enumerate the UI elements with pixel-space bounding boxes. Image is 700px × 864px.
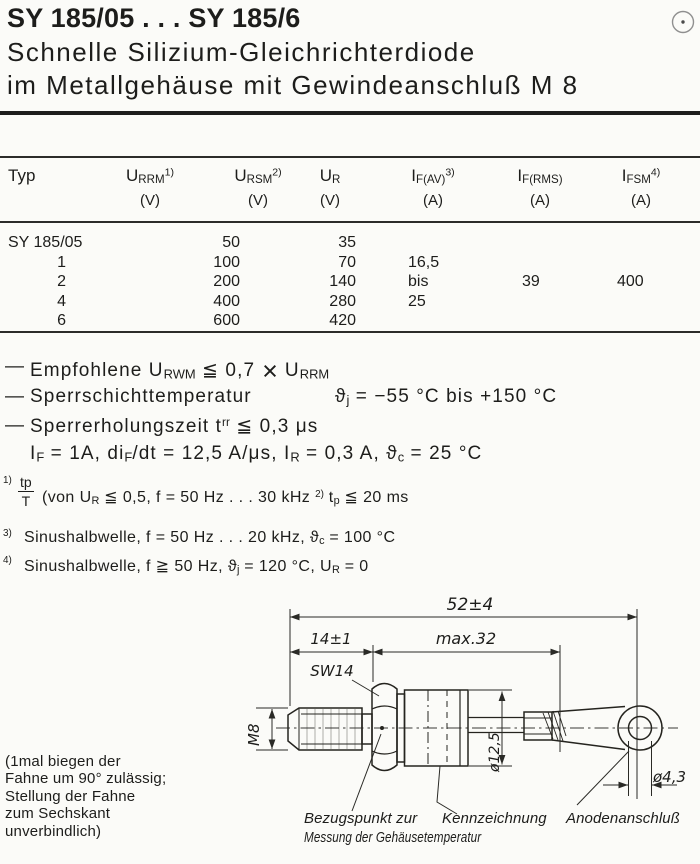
cell-ifav: 25	[408, 293, 426, 310]
registration-mark-icon	[670, 9, 698, 37]
cell-typ: 6	[57, 312, 66, 329]
page-title: SY 185/05 . . . SY 185/6	[7, 3, 301, 33]
side-note-line: unverbindlich)	[5, 822, 102, 840]
fraction-tp-over-T	[18, 474, 34, 509]
table-row	[0, 312, 700, 331]
cell-urrm: 400	[213, 293, 240, 310]
unit-ifrms: (A)	[530, 192, 550, 209]
column-header-ifav: $I_{F(AV)}^{3)}$	[411, 166, 455, 187]
cell-ur: 420	[329, 312, 356, 329]
note-text: $U_{RRM}$	[284, 360, 330, 382]
table-row	[0, 293, 700, 312]
table-row	[0, 254, 700, 273]
diode-body-outline	[288, 684, 662, 771]
label-ref-point-line-2: Messung der Gehäusetemperatur	[304, 829, 482, 846]
footnote-3-text: Sinushalbwelle, f = 50 Hz . . . 20 kHz, $ϑ_c = 100$ °C	[24, 529, 396, 547]
footnote-1-marker: 1)	[3, 475, 12, 487]
label-marking: Kennzeichnung	[442, 810, 547, 827]
hole-diameter-label: ø4,3	[653, 768, 687, 786]
cell-typ: SY 185/05	[8, 234, 83, 251]
cell-urrm: 200	[213, 273, 240, 290]
body-diameter-label: ø12,5	[487, 732, 503, 772]
multiplication-sign: ×	[262, 356, 278, 386]
cell-typ: 1	[57, 254, 66, 271]
cell-ifav: bis	[408, 273, 429, 290]
dim-max-label: max.32	[435, 629, 497, 648]
footnote-1-text: (von $U_R$ ≦ 0,5, f = 50 Hz . . . 30 kHz $^{2)}$ $t_p$ ≦ 20 ms	[42, 489, 409, 507]
leader-ref-point	[352, 734, 381, 811]
subtitle-line-1: Schnelle Silizium-Gleichrichterdiode	[7, 37, 476, 67]
flag-bending-note	[5, 753, 166, 840]
column-header-typ: Typ	[8, 166, 36, 185]
subtitle-line-2: im Metallgehäuse mit Gewindeanschluß M 8	[7, 70, 579, 100]
note-recovery-conditions: $I_F = 1A$, $di_F/dt = 12,5$ A/μs, $I_R = 0,3$ A, $ϑ_c = 25$ °C	[30, 443, 483, 465]
bullet-dash: —	[5, 415, 24, 436]
leader-marking	[437, 766, 457, 814]
lug-taper	[552, 707, 625, 713]
thread-hatch	[307, 709, 355, 749]
side-note-line: zum Sechskant	[5, 805, 111, 823]
note-junction-temp-value: $ϑ_j = -55$ °C bis +150 °C	[335, 386, 558, 408]
note-junction-temp-label: Sperrschichttemperatur	[30, 386, 252, 407]
side-note-line: (1mal biegen der	[5, 753, 121, 770]
unit-ifav: (A)	[423, 192, 443, 209]
side-note-line: Fahne um 90° zulässig;	[5, 770, 167, 788]
footnote-4-marker: 4)	[3, 555, 12, 567]
cell-ifsm: 400	[617, 273, 644, 290]
hex-nut	[372, 684, 397, 771]
leader-wrench	[352, 680, 379, 696]
side-note-line: Stellung der Fahne	[5, 787, 136, 805]
fraction-numerator: tp	[20, 474, 32, 490]
table-header-rule	[0, 221, 700, 223]
cell-ur: 70	[338, 254, 356, 271]
table-row	[0, 273, 700, 292]
cell-ifrms: 39	[522, 273, 540, 290]
column-header-ifrms: $I_{F(RMS)}$	[517, 166, 563, 187]
leader-anode	[577, 751, 629, 805]
bullet-dash: —	[5, 356, 24, 377]
crimp-hatch	[543, 711, 566, 741]
fraction-denominator: T	[21, 493, 31, 509]
thread-label: M8	[245, 723, 263, 746]
cell-urrm: 50	[222, 234, 240, 251]
unit-ifsm: (A)	[631, 192, 651, 209]
column-header-urrm: $U_{RRM}^{1)}$	[126, 166, 174, 187]
dim-overall-label: 52±4	[446, 595, 494, 615]
dim-left-label: 14±1	[310, 630, 352, 648]
column-header-ifsm: $I_{FSM}^{4)}$	[621, 166, 661, 187]
unit-ur: (V)	[320, 192, 340, 209]
stud-neck	[362, 714, 372, 744]
table-bottom-rule	[0, 331, 700, 333]
unit-urrm: (V)	[140, 192, 160, 209]
bullet-dash: —	[5, 386, 24, 407]
title-divider	[0, 111, 700, 115]
temperature-reference-dot	[380, 726, 384, 730]
column-header-ur: $U_R$	[319, 166, 341, 187]
table-top-rule	[0, 156, 700, 158]
footnote-3-marker: 3)	[3, 528, 12, 540]
column-header-ursm: $U_{RSM}^{2)}$	[234, 166, 282, 187]
table-row	[0, 234, 700, 253]
cell-typ: 4	[57, 293, 66, 310]
cell-urrm: 600	[213, 312, 240, 329]
cell-urrm: 100	[213, 254, 240, 271]
wrench-size-label: SW14	[310, 662, 354, 680]
cell-ifav: 16,5	[408, 254, 440, 271]
cell-ur: 280	[329, 293, 356, 310]
cell-typ: 2	[57, 273, 66, 290]
unit-ursm: (V)	[248, 192, 268, 209]
note-recommended-urwm	[30, 356, 329, 387]
label-ref-point-line-1: Bezugspunkt zur	[304, 810, 418, 827]
label-anode-terminal: Anodenanschluß	[566, 810, 680, 827]
note-reverse-recovery: Sperrerholungszeit $t^{rr}$ ≦ 0,3 μs	[30, 416, 319, 437]
note-text: Empfohlene $U_{RWM}$ ≦ 0,7	[30, 360, 256, 382]
footnote-4-text: Sinushalbwelle, f ≧ 50 Hz, $ϑ_j = 120$ °C, $U_R = 0$	[24, 558, 369, 576]
cell-ur: 140	[329, 273, 356, 290]
cell-ur: 35	[338, 234, 356, 251]
